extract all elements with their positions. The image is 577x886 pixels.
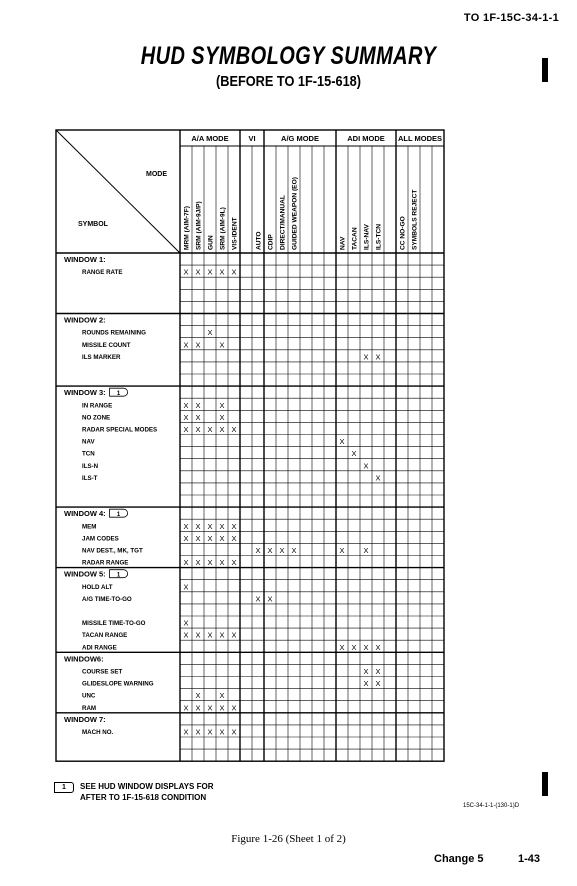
change-bar-bottom xyxy=(542,772,548,796)
applicability-mark: X xyxy=(231,727,237,737)
symbol-label: RADAR SPECIAL MODES xyxy=(82,426,158,434)
applicability-mark: X xyxy=(339,642,345,652)
applicability-mark: X xyxy=(255,594,261,604)
figure-caption: Figure 1-26 (Sheet 1 of 2) xyxy=(231,833,346,845)
applicability-mark: X xyxy=(231,521,237,531)
mode-column-label: AUTO xyxy=(255,231,263,250)
applicability-mark: X xyxy=(183,412,189,422)
symbol-label: GLIDESLOPE WARNING xyxy=(82,680,154,688)
mode-group-label: A/A MODE xyxy=(191,134,229,143)
corner-diagonal xyxy=(56,130,180,253)
applicability-mark: X xyxy=(207,558,213,568)
applicability-mark: X xyxy=(183,703,189,713)
symbol-label: MISSILE TIME-TO-GO xyxy=(82,620,146,628)
applicability-mark: X xyxy=(363,642,369,652)
symbol-label: COURSE SET xyxy=(82,668,123,676)
applicability-mark: X xyxy=(279,546,285,555)
applicability-mark: X xyxy=(183,582,189,592)
applicability-mark: X xyxy=(363,461,369,471)
figure-reference-code: 15C-34-1-1-(130-1)D xyxy=(463,803,520,809)
mode-column-label: TACAN xyxy=(351,227,359,250)
applicability-mark: X xyxy=(183,533,189,543)
applicability-mark: X xyxy=(255,546,261,555)
table-frame xyxy=(56,130,444,761)
symbol-label: ILS-N xyxy=(82,462,99,470)
symbol-label: ADI RANGE xyxy=(82,644,117,652)
applicability-mark: X xyxy=(207,267,213,277)
window-heading: WINDOW 3: xyxy=(64,388,106,398)
window-heading: WINDOW 5: xyxy=(64,569,106,579)
mode-column-label: SRM (AIM-9L) xyxy=(219,207,227,250)
symbol-label: TCN xyxy=(82,450,95,458)
applicability-mark: X xyxy=(219,558,225,568)
applicability-mark: X xyxy=(195,425,201,434)
window-heading: WINDOW 4: xyxy=(64,509,106,519)
callout-icon-number: 1 xyxy=(116,572,121,579)
callout-icon-number: 1 xyxy=(116,512,121,519)
mode-column-label: SYMBOLS REJECT xyxy=(411,189,419,250)
applicability-mark: X xyxy=(207,630,213,640)
applicability-mark: X xyxy=(195,400,201,410)
applicability-mark: X xyxy=(183,400,189,410)
page-title: HUD SYMBOLOGY SUMMARY xyxy=(140,42,437,70)
callout-icon-number: 1 xyxy=(116,391,121,398)
applicability-mark: X xyxy=(219,400,225,410)
symbol-label: JAM CODES xyxy=(82,535,119,543)
page-subtitle: (BEFORE TO 1F-15-618) xyxy=(215,73,362,90)
applicability-mark: X xyxy=(183,521,189,531)
symbol-label: ILS-T xyxy=(82,474,98,482)
applicability-mark: X xyxy=(195,727,201,737)
applicability-mark: X xyxy=(231,630,237,640)
page-number: 1-43 xyxy=(518,853,541,865)
applicability-mark: X xyxy=(195,558,201,568)
symbol-label: MISSILE COUNT xyxy=(82,341,131,349)
applicability-mark: X xyxy=(231,425,237,434)
footnote xyxy=(54,781,214,803)
applicability-mark: X xyxy=(219,425,225,434)
applicability-mark: X xyxy=(219,691,225,701)
symbol-label: RAM xyxy=(82,704,97,712)
applicability-mark: X xyxy=(363,546,369,555)
applicability-mark: X xyxy=(375,473,381,483)
applicability-mark: X xyxy=(219,412,225,422)
mode-group-label: VI xyxy=(248,134,256,143)
change-number: Change 5 xyxy=(434,853,484,865)
applicability-mark: X xyxy=(219,630,225,640)
symbol-label: UNC xyxy=(82,692,96,700)
mode-column-label: CDIP xyxy=(267,234,275,250)
mode-column-label: ILS-TCN xyxy=(375,223,383,250)
symbol-label: RADAR RANGE xyxy=(82,559,129,567)
applicability-mark: X xyxy=(231,558,237,568)
symbol-label: MACH NO. xyxy=(82,729,114,736)
applicability-mark: X xyxy=(195,703,201,713)
mode-column-label: ILS-NAV xyxy=(363,224,371,250)
mode-corner-label: MODE xyxy=(146,171,167,178)
applicability-mark: X xyxy=(195,533,201,543)
window-heading: WINDOW6: xyxy=(64,654,104,664)
applicability-mark: X xyxy=(219,533,225,543)
symbol-label: NAV xyxy=(82,438,95,446)
footnote-line-1: SEE HUD WINDOW DISPLAYS FOR xyxy=(80,782,214,791)
symbol-label: TACAN RANGE xyxy=(82,632,128,640)
applicability-mark: X xyxy=(363,667,369,676)
applicability-mark: X xyxy=(351,449,357,459)
applicability-mark: X xyxy=(183,558,189,568)
applicability-mark: X xyxy=(195,412,201,422)
mode-column-label: NAV xyxy=(339,236,347,250)
applicability-mark: X xyxy=(207,521,213,531)
symbol-label: RANGE RATE xyxy=(82,269,123,277)
mode-column-label: CC NO-GO xyxy=(399,216,407,250)
applicability-mark: X xyxy=(339,546,345,555)
footnote-line-2: AFTER TO 1F-15-618 CONDITION xyxy=(80,793,207,802)
applicability-mark: X xyxy=(375,642,381,652)
applicability-mark: X xyxy=(375,679,381,689)
applicability-mark: X xyxy=(375,352,381,362)
mode-group-label: ADI MODE xyxy=(347,134,385,143)
applicability-mark: X xyxy=(267,594,273,604)
mode-column-label: MRM (AIM-7F) xyxy=(183,206,191,250)
applicability-mark: X xyxy=(231,703,237,713)
applicability-mark: X xyxy=(219,727,225,737)
applicability-mark: X xyxy=(291,546,297,555)
applicability-mark: X xyxy=(219,521,225,531)
mode-column-label: DIRECT/MANUAL xyxy=(279,195,287,250)
symbol-label: HOLD ALT xyxy=(82,583,113,591)
callout-icon: 1 xyxy=(54,782,74,793)
symbol-label: NO ZONE xyxy=(82,414,111,422)
applicability-mark: X xyxy=(363,679,369,689)
applicability-mark: X xyxy=(183,267,189,277)
applicability-mark: X xyxy=(363,352,369,362)
applicability-mark: X xyxy=(183,340,189,350)
window-heading: WINDOW 2: xyxy=(64,315,106,325)
applicability-mark: X xyxy=(375,667,381,676)
applicability-mark: X xyxy=(231,267,237,277)
symbol-label: IN RANGE xyxy=(82,402,113,410)
symbol-label: MEM xyxy=(82,523,97,531)
applicability-mark: X xyxy=(207,703,213,713)
document-id: TO 1F-15C-34-1-1 xyxy=(463,12,559,24)
applicability-mark: X xyxy=(207,727,213,737)
applicability-mark: X xyxy=(231,533,237,543)
applicability-mark: X xyxy=(183,727,189,737)
applicability-mark: X xyxy=(195,340,201,350)
applicability-mark: X xyxy=(183,618,189,628)
applicability-mark: X xyxy=(195,691,201,701)
symbol-label: NAV DEST., MK, TGT xyxy=(82,547,143,555)
mode-column-label: SRM (AIM-9J/P) xyxy=(195,201,203,250)
applicability-mark: X xyxy=(183,425,189,434)
applicability-mark: X xyxy=(219,703,225,713)
applicability-mark: X xyxy=(183,630,189,640)
applicability-mark: X xyxy=(207,328,213,338)
window-heading: WINDOW 1: xyxy=(64,255,106,265)
mode-group-label: ALL MODES xyxy=(397,134,443,143)
applicability-mark: X xyxy=(195,521,201,531)
applicability-mark: X xyxy=(195,630,201,640)
mode-column-label: GUN xyxy=(207,235,215,250)
applicability-mark: X xyxy=(195,267,201,277)
window-heading: WINDOW 7: xyxy=(64,714,106,724)
applicability-mark: X xyxy=(207,533,213,543)
mode-column-label: VIS-IDENT xyxy=(231,217,239,250)
symbol-label: ROUNDS REMAINING xyxy=(82,329,146,337)
symbol-label: A/G TIME-TO-GO xyxy=(82,595,132,603)
applicability-mark: X xyxy=(267,546,273,555)
applicability-mark: X xyxy=(339,437,345,447)
symbol-label: ILS MARKER xyxy=(82,353,121,361)
symbol-corner-label: SYMBOL xyxy=(78,221,108,228)
applicability-mark: X xyxy=(207,425,213,434)
mode-column-label: GUIDED WEAPON (EO) xyxy=(291,177,299,250)
applicability-mark: X xyxy=(351,642,357,652)
applicability-mark: X xyxy=(219,340,225,350)
mode-group-label: A/G MODE xyxy=(281,134,319,143)
applicability-mark: X xyxy=(219,267,225,277)
